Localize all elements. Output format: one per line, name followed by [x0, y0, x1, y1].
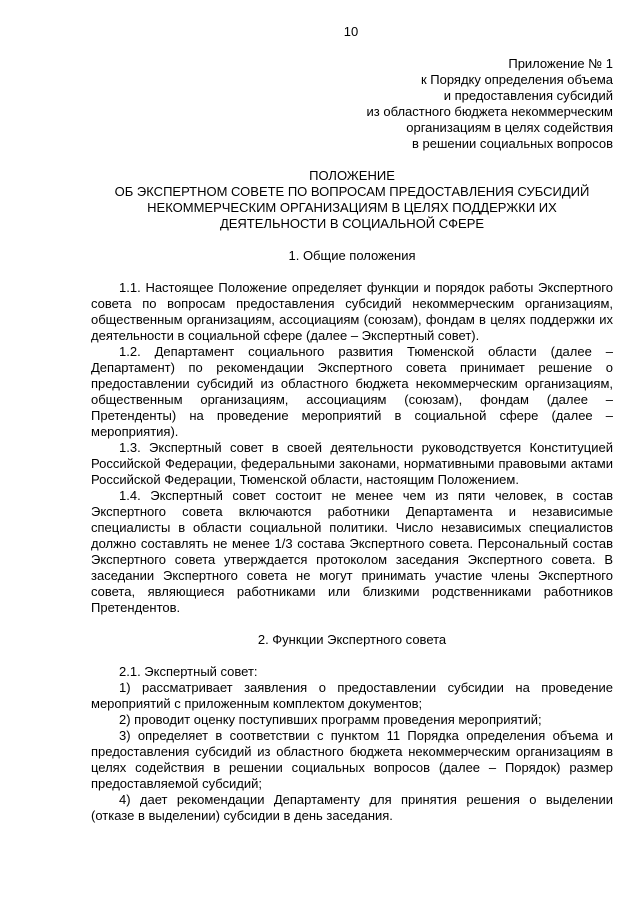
paragraph-1-4: 1.4. Экспертный совет состоит не менее чем из пяти человек, в состав Экспертного совета включаются работники Департамента и независимые специалисты в области социальной политики. Число независимых специалистов должно составлять не менее 1/3 состава Экспертного совета. Персональный состав Экспертного совета утверждается протоколом заседания Экспертного совета. В заседании Экспертного совета не могут принимать участие члены Экспертного совета, являющиеся работниками или близкими родственниками работников Претендентов. — [91, 488, 613, 615]
paragraph-2-1: 2.1. Экспертный совет: — [119, 664, 258, 679]
section-2-heading: 2. Функции Экспертного совета — [257, 632, 447, 647]
section-1-heading: 1. Общие положения — [288, 248, 416, 263]
appendix-line: к Порядку определения объема — [420, 72, 613, 87]
page-number: 10 — [343, 24, 359, 39]
appendix-line: и предоставления субсидий — [443, 88, 613, 103]
title-line: ОБ ЭКСПЕРТНОМ СОВЕТЕ ПО ВОПРОСАМ ПРЕДОСТАВЛЕНИЯ СУБСИДИЙ — [114, 184, 590, 199]
appendix-line: в решении социальных вопросов — [411, 136, 613, 151]
paragraph-1-3: 1.3. Экспертный совет в своей деятельности руководствуется Конституцией Российской Федерации, федеральными законами, нормативными правовыми актами Российской Федерации, Тюменской области, настоящим Положением. — [91, 440, 613, 487]
appendix-line: Приложение № 1 — [508, 56, 613, 71]
list-item: 3) определяет в соответствии с пунктом 11 Порядка определения объема и предоставления субсидий из областного бюджета некоммерческим организациям в целях содействия в решении социальных вопросов (далее – Порядок) размер предоставляемой субсидий; — [91, 728, 613, 791]
paragraph-1-1: 1.1. Настоящее Положение определяет функции и порядок работы Экспертного совета по вопросам предоставления субсидий некоммерческим организациям, общественным организациям, ассоциациям (союзам), фондам в целях поддержки их деятельности в социальной сфере (далее – Экспертный совет). — [91, 280, 613, 343]
title-line: НЕКОММЕРЧЕСКИМ ОРГАНИЗАЦИЯМ В ЦЕЛЯХ ПОДДЕРЖКИ ИХ — [147, 200, 557, 215]
appendix-line: из областного бюджета некоммерческим — [366, 104, 613, 119]
list-item: 2) проводит оценку поступивших программ проведения мероприятий; — [119, 712, 542, 727]
list-item: 4) дает рекомендации Департаменту для принятия решения о выделении (отказе в выделении) субсидии в день заседания. — [91, 792, 613, 823]
list-item: 1) рассматривает заявления о предоставлении субсидии на проведение мероприятий с приложенным комплектом документов; — [91, 680, 613, 711]
appendix-line: организациям в целях содействия — [406, 120, 613, 135]
title-line: ПОЛОЖЕНИЕ — [309, 168, 395, 183]
paragraph-1-2: 1.2. Департамент социального развития Тюменской области (далее – Департамент) по рекомендации Экспертного совета принимает решение о предоставлении субсидий из областного бюджета некоммерческим организациям, общественным организациям, ассоциациям (союзам), фондам (далее – Претенденты) на проведение мероприятий в социальной сфере (далее – мероприятия). — [91, 344, 613, 439]
appendix-note — [91, 56, 613, 152]
document-title — [91, 168, 613, 232]
title-line: ДЕЯТЕЛЬНОСТИ В СОЦИАЛЬНОЙ СФЕРЕ — [219, 216, 485, 231]
